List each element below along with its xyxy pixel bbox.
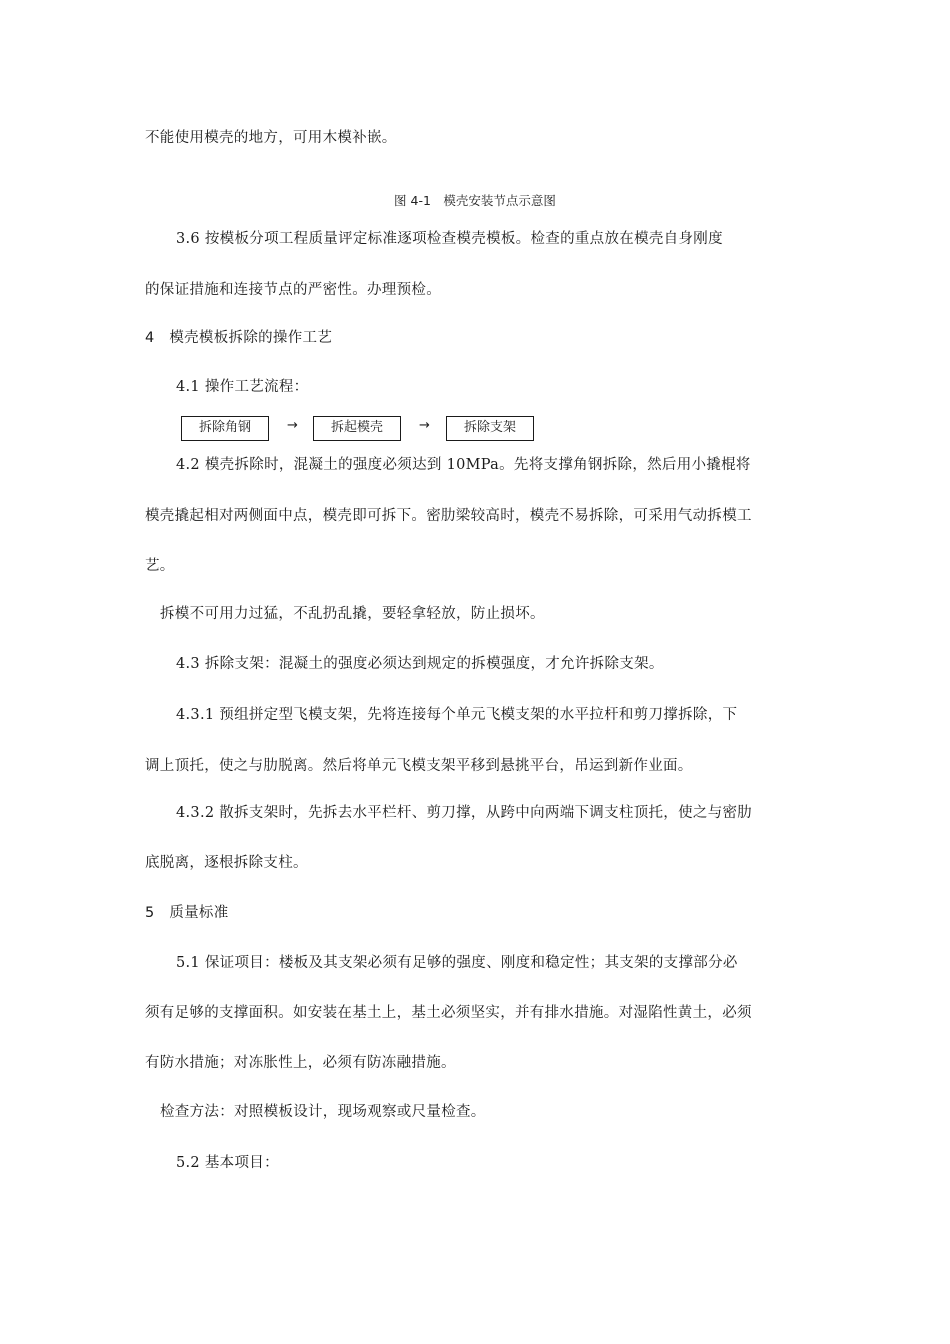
flow-step-lift-formwork-shell: 拆起模壳 (313, 416, 401, 441)
paragraph-line: 不能使用模壳的地方，可用木模补嵌。 (145, 130, 397, 146)
paragraph-3-6-line-1: 3.6 按模板分项工程质量评定标准逐项检查模壳模板。检查的重点放在模壳自身刚度 (176, 231, 723, 247)
section-heading-5: 5 质量标准 (145, 905, 229, 921)
paragraph-5-1-line-2: 须有足够的支撑面积。如安装在基土上，基土必须坚实，并有排水措施。对湿陷性黄土，必须 (145, 1005, 752, 1021)
flow-step-remove-support: 拆除支架 (446, 416, 534, 441)
flow-step-remove-angle-steel: 拆除角钢 (181, 416, 269, 441)
paragraph-5-1-line-3: 有防水措施；对冻胀性上，必须有防冻融措施。 (145, 1055, 456, 1071)
paragraph-5-1-line-1: 5.1 保证项目：楼板及其支架必须有足够的强度、刚度和稳定性；其支架的支撑部分必 (176, 955, 738, 971)
paragraph-4-2-line-3: 艺。 (145, 558, 175, 574)
arrow-right-icon: → (419, 418, 430, 433)
section-heading-4: 4 模壳模板拆除的操作工艺 (145, 330, 333, 346)
paragraph-4-2-line-2: 模壳撬起相对两侧面中点，模壳即可拆下。密肋梁较高时，模壳不易拆除，可采用气动拆模工 (145, 508, 752, 524)
figure-caption: 图 4-1 模壳安装节点示意图 (394, 193, 556, 208)
paragraph-4-3-2-line-2: 底脱离，逐根拆除支柱。 (145, 855, 308, 871)
paragraph-4-3: 4.3 拆除支架：混凝土的强度必须达到规定的拆模强度，才允许拆除支架。 (176, 656, 664, 672)
inspection-method: 检查方法：对照模板设计，现场观察或尺量检查。 (160, 1104, 486, 1120)
paragraph-4-1: 4.1 操作工艺流程： (176, 379, 309, 395)
paragraph-4-2-note: 拆模不可用力过猛，不乱扔乱撬，要轻拿轻放，防止损坏。 (160, 606, 545, 622)
paragraph-4-3-1-line-2: 调上顶托，使之与肋脱离。然后将单元飞模支架平移到悬挑平台，吊运到新作业面。 (145, 758, 693, 774)
paragraph-4-3-1-line-1: 4.3.1 预组拼定型飞模支架，先将连接每个单元飞模支架的水平拉杆和剪刀撑拆除，下 (176, 707, 738, 723)
paragraph-3-6-line-2: 的保证措施和连接节点的严密性。办理预检。 (145, 282, 441, 298)
paragraph-5-2: 5.2 基本项目： (176, 1155, 279, 1171)
arrow-right-icon: → (287, 418, 298, 433)
paragraph-4-3-2-line-1: 4.3.2 散拆支架时，先拆去水平栏杆、剪刀撑，从跨中向两端下调支柱顶托，使之与密肋 (176, 805, 753, 821)
paragraph-4-2-line-1: 4.2 模壳拆除时，混凝土的强度必须达到 10MPa。先将支撑角钢拆除，然后用小撬棍将 (176, 457, 751, 473)
